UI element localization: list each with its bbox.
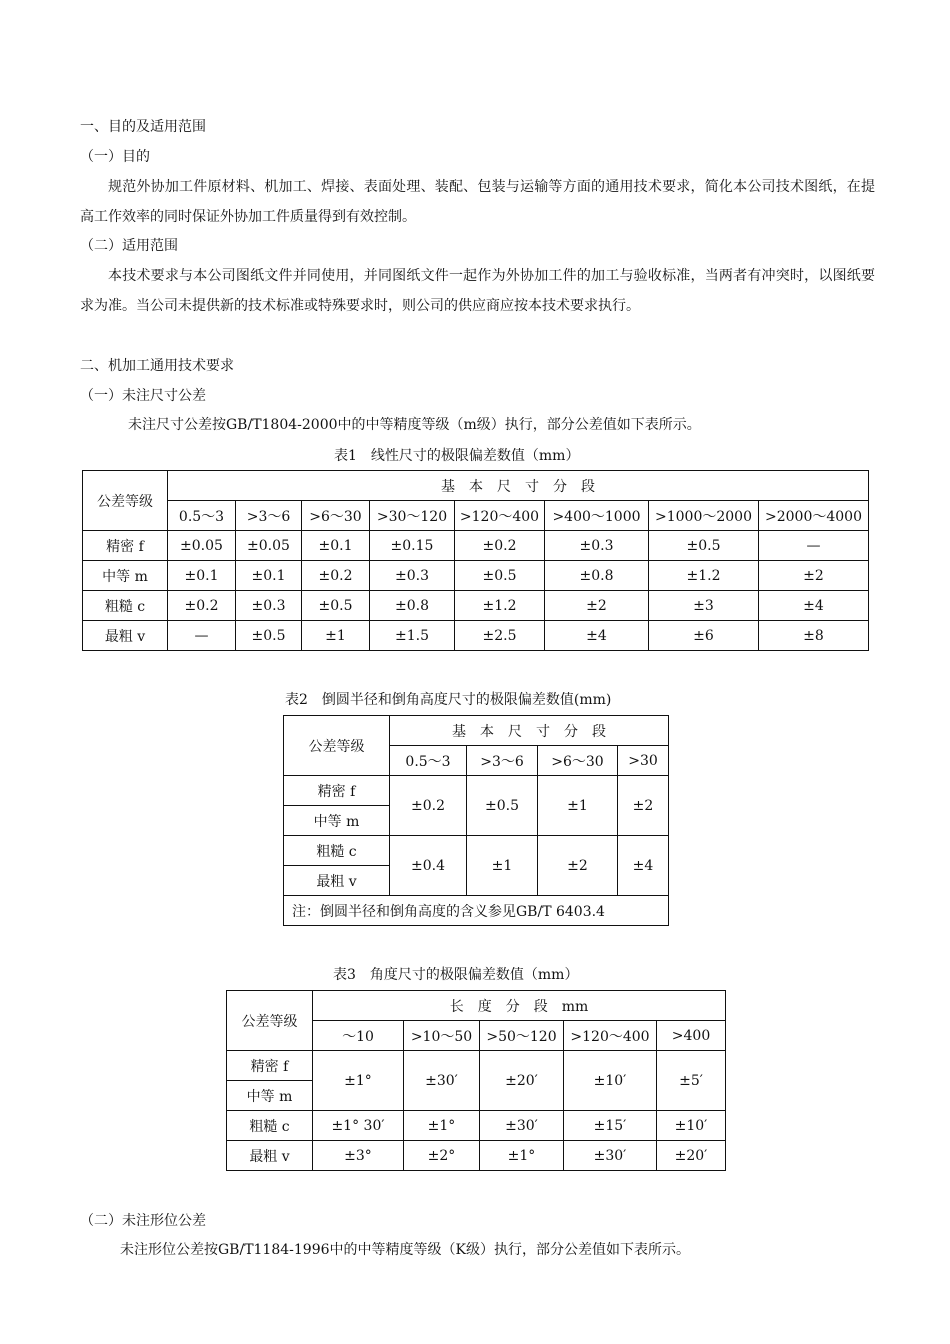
table1-cell: ±0.2 xyxy=(168,591,236,621)
section2-sub2: （二）未注形位公差 xyxy=(80,1213,206,1229)
table2-cell: ±1 xyxy=(538,776,618,836)
table2-grade: 最粗 v xyxy=(284,866,390,896)
table3-col: >50～120 xyxy=(480,1021,564,1051)
table3-cell: ±1° xyxy=(480,1141,564,1171)
table3-col: >400 xyxy=(657,1021,726,1051)
section1-para1: 规范外协加工件原材料、机加工、焊接、表面处理、装配、包装与运输等方面的通用技术要求，简化本公司技术图纸，在提高工作效率的同时保证外协加工件质量得到有效控制。 xyxy=(80,179,875,225)
table1-col: >2000～4000 xyxy=(759,501,869,531)
table-row xyxy=(227,1141,726,1171)
section1-para2: 本技术要求与本公司图纸文件并同使用，并同图纸文件一起作为外协加工件的加工与验收标准，当两者有冲突时，以图纸要求为准。当公司未提供新的技术标准或特殊要求时，则公司的供应商应按本技术要求执行。 xyxy=(80,268,875,314)
table1-cell: ±0.3 xyxy=(370,561,455,591)
table2-cell: ±0.4 xyxy=(390,836,467,896)
table1-cell: — xyxy=(168,621,236,651)
table1-cell: ±0.05 xyxy=(168,531,236,561)
table1-cell: ±0.05 xyxy=(236,531,302,561)
table1-cell: ±3 xyxy=(649,591,759,621)
table1-grade: 精密 f xyxy=(83,531,168,561)
table2-col: >6～30 xyxy=(538,746,618,776)
table1-cell: ±4 xyxy=(759,591,869,621)
table2-col: 0.5～3 xyxy=(390,746,467,776)
table3-cell: ±1° xyxy=(404,1111,480,1141)
table2-grade: 粗糙 c xyxy=(284,836,390,866)
table1-col: >1000～2000 xyxy=(649,501,759,531)
table1-col: >120～400 xyxy=(455,501,545,531)
table1-cell: ±0.2 xyxy=(455,531,545,561)
table1-cell: ±4 xyxy=(545,621,649,651)
table1-cell: ±0.3 xyxy=(236,591,302,621)
table1-col: >3～6 xyxy=(236,501,302,531)
table1-grade: 粗糙 c xyxy=(83,591,168,621)
table1-cell: ±6 xyxy=(649,621,759,651)
table1 xyxy=(82,470,869,651)
table3-corner: 公差等级 xyxy=(227,991,313,1051)
table-row xyxy=(83,591,869,621)
section2-para2: 未注形位公差按GB/T1184-1996中的中等精度等级（K级）执行，部分公差值如下表所示。 xyxy=(120,1242,690,1258)
table1-col: 0.5～3 xyxy=(168,501,236,531)
table2-grade: 精密 f xyxy=(284,776,390,806)
section2-sub1: （一）未注尺寸公差 xyxy=(80,388,206,404)
table3-grade: 最粗 v xyxy=(227,1141,313,1171)
table3-cell: ±15′ xyxy=(564,1111,657,1141)
table3-cell: ±30′ xyxy=(564,1141,657,1171)
table1-group-header: 基 本 尺 寸 分 段 xyxy=(168,471,869,501)
table1-grade: 最粗 v xyxy=(83,621,168,651)
table1-cell: ±2 xyxy=(545,591,649,621)
table3 xyxy=(226,990,726,1171)
table3-col: ～10 xyxy=(313,1021,404,1051)
table3-grade: 中等 m xyxy=(227,1081,313,1111)
table3-col: >10～50 xyxy=(404,1021,480,1051)
table3-grade: 粗糙 c xyxy=(227,1111,313,1141)
table3-cell: ±10′ xyxy=(564,1051,657,1111)
table1-cell: ±2 xyxy=(759,561,869,591)
table1-cell: ±8 xyxy=(759,621,869,651)
table2-cell: ±2 xyxy=(538,836,618,896)
table2-cell: ±4 xyxy=(618,836,669,896)
table3-cell: ±3° xyxy=(313,1141,404,1171)
table1-cell: ±0.5 xyxy=(649,531,759,561)
table2-caption: 表2 倒圆半径和倒角高度尺寸的极限偏差数值(mm) xyxy=(285,692,612,708)
table1-cell: ±2.5 xyxy=(455,621,545,651)
section1-sub1: （一）目的 xyxy=(80,149,150,165)
table1-caption: 表1 线性尺寸的极限偏差数值（mm） xyxy=(334,448,580,464)
table-row xyxy=(83,621,869,651)
table3-group-header: 长 度 分 段 mm xyxy=(313,991,726,1021)
table1-cell: ±0.8 xyxy=(370,591,455,621)
table3-cell: ±20′ xyxy=(480,1051,564,1111)
table1-grade: 中等 m xyxy=(83,561,168,591)
table1-cell: ±0.15 xyxy=(370,531,455,561)
table1-cell: ±1 xyxy=(302,621,370,651)
table2-cell: ±0.2 xyxy=(390,776,467,836)
table1-cell: ±1.2 xyxy=(649,561,759,591)
table1-corner: 公差等级 xyxy=(83,471,168,531)
table1-cell: ±0.8 xyxy=(545,561,649,591)
section2-heading: 二、机加工通用技术要求 xyxy=(80,358,234,374)
table3-cell: ±30′ xyxy=(404,1051,480,1111)
table1-cell: ±0.5 xyxy=(455,561,545,591)
table3-cell: ±1° 30′ xyxy=(313,1111,404,1141)
table3-cell: ±30′ xyxy=(480,1111,564,1141)
table-row xyxy=(227,1111,726,1141)
table3-cell: ±1° xyxy=(313,1051,404,1111)
table-row xyxy=(227,1051,726,1081)
section2-para1: 未注尺寸公差按GB/T1804-2000中的中等精度等级（m级）执行，部分公差值如下表所示。 xyxy=(128,417,701,433)
table1-cell: ±1.5 xyxy=(370,621,455,651)
table1-cell: ±0.2 xyxy=(302,561,370,591)
table2-cell: ±2 xyxy=(618,776,669,836)
table2-col: >30 xyxy=(618,746,669,776)
table-row xyxy=(284,776,669,806)
table2-grade: 中等 m xyxy=(284,806,390,836)
table1-cell: ±0.5 xyxy=(302,591,370,621)
table1-cell: ±0.1 xyxy=(168,561,236,591)
table1-cell: ±0.1 xyxy=(302,531,370,561)
table1-cell: ±0.5 xyxy=(236,621,302,651)
table2-group-header: 基 本 尺 寸 分 段 xyxy=(390,716,669,746)
table-row xyxy=(83,561,869,591)
table1-col: >6～30 xyxy=(302,501,370,531)
table3-caption: 表3 角度尺寸的极限偏差数值（mm） xyxy=(333,967,579,983)
table2-cell: ±0.5 xyxy=(467,776,538,836)
table2-col: >3～6 xyxy=(467,746,538,776)
table1-cell: — xyxy=(759,531,869,561)
table-row xyxy=(83,531,869,561)
section1-heading: 一、目的及适用范围 xyxy=(80,119,206,135)
table3-cell: ±5′ xyxy=(657,1051,726,1111)
table3-col: >120～400 xyxy=(564,1021,657,1051)
table1-col: >30～120 xyxy=(370,501,455,531)
table2 xyxy=(283,715,669,926)
section1-sub2: （二）适用范围 xyxy=(80,238,178,254)
table3-cell: ±10′ xyxy=(657,1111,726,1141)
table3-grade: 精密 f xyxy=(227,1051,313,1081)
table1-cell: ±1.2 xyxy=(455,591,545,621)
table3-cell: ±2° xyxy=(404,1141,480,1171)
table1-cell: ±0.3 xyxy=(545,531,649,561)
table2-corner: 公差等级 xyxy=(284,716,390,776)
table3-cell: ±20′ xyxy=(657,1141,726,1171)
table-row xyxy=(284,836,669,866)
table2-note: 注：倒圆半径和倒角高度的含义参见GB/T 6403.4 xyxy=(284,896,669,926)
table2-cell: ±1 xyxy=(467,836,538,896)
table1-cell: ±0.1 xyxy=(236,561,302,591)
table1-col: >400～1000 xyxy=(545,501,649,531)
